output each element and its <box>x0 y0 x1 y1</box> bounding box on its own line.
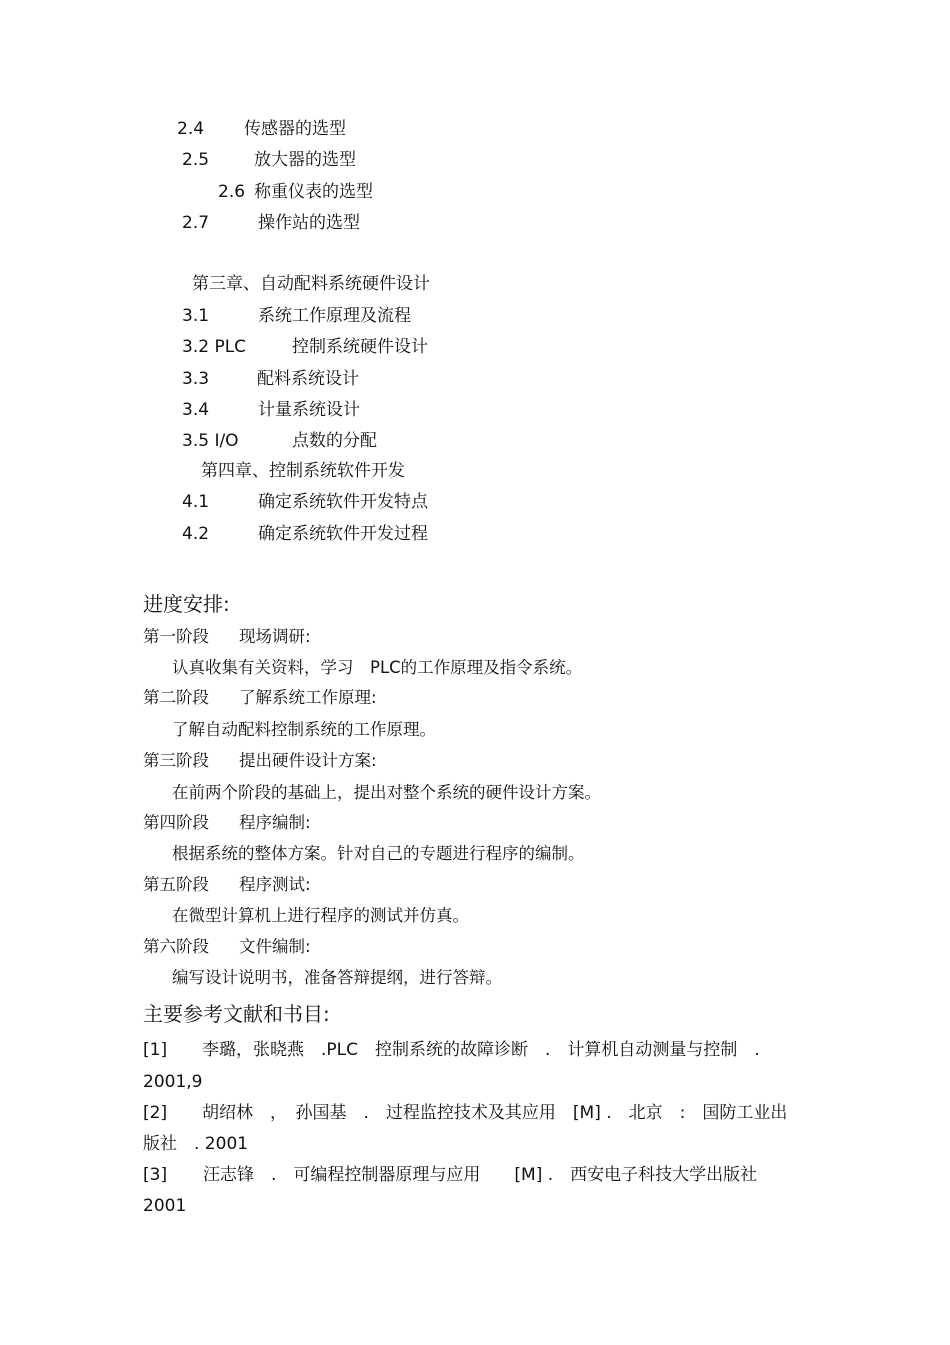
toc-chapter-heading: 第四章、控制系统软件开发 <box>201 461 405 481</box>
toc-item-title: 确定系统软件开发过程 <box>258 524 428 544</box>
stage-name: 提出硬件设计方案: <box>239 751 377 770</box>
references-heading: 主要参考文献和书目: <box>143 1002 330 1026</box>
stage-label: 第二阶段 <box>143 688 209 707</box>
reference-text-continued: 版社 . 2001 <box>143 1134 249 1154</box>
toc-chapter-heading: 第三章、自动配料系统硬件设计 <box>192 274 430 294</box>
reference-text: 胡绍林 ， 孙国基 . 过程监控技术及其应用 [M] . 北京 : 国防工业出 <box>202 1103 788 1123</box>
toc-item-title: 控制系统硬件设计 <box>292 337 428 357</box>
stage-name: 程序测试: <box>239 875 311 894</box>
stage-detail: 根据系统的整体方案。针对自己的专题进行程序的编制。 <box>172 844 585 863</box>
toc-item-number: 3.3 <box>182 369 210 389</box>
stage-detail: 在微型计算机上进行程序的测试并仿真。 <box>172 906 469 925</box>
reference-number: [1] <box>143 1040 168 1060</box>
schedule-heading: 进度安排: <box>143 592 230 616</box>
stage-name: 现场调研: <box>239 627 311 646</box>
stage-name: 了解系统工作原理: <box>239 688 377 707</box>
toc-item-title: 计量系统设计 <box>258 400 360 420</box>
stage-label: 第三阶段 <box>143 751 209 770</box>
toc-item-number: 2.7 <box>182 213 210 233</box>
reference-text: 汪志锋 . 可编程控制器原理与应用 [M] . 西安电子科技大学出版社 <box>203 1165 758 1185</box>
toc-item-title: 称重仪表的选型 <box>254 182 373 202</box>
toc-item-number: 2.6 <box>218 182 246 202</box>
stage-name: 文件编制: <box>239 937 311 956</box>
toc-item-title: 系统工作原理及流程 <box>258 306 411 326</box>
reference-number: [2] <box>143 1103 168 1123</box>
toc-item-number: 3.5 I/O <box>182 431 239 451</box>
toc-item-title: 操作站的选型 <box>258 213 360 233</box>
stage-detail: 了解自动配料控制系统的工作原理。 <box>172 720 436 739</box>
toc-item-title: 点数的分配 <box>292 431 377 451</box>
stage-detail: 认真收集有关资料，学习 PLC的工作原理及指令系统。 <box>172 658 583 677</box>
toc-item-number: 2.5 <box>182 150 210 170</box>
toc-item-title: 配料系统设计 <box>257 369 359 389</box>
stage-detail: 在前两个阶段的基础上，提出对整个系统的硬件设计方案。 <box>172 783 601 802</box>
toc-item-number: 2.4 <box>177 119 205 139</box>
toc-item-number: 4.1 <box>182 492 210 512</box>
stage-detail: 编写设计说明书，准备答辩提纲，进行答辩。 <box>172 968 502 987</box>
toc-item-number: 3.1 <box>182 306 210 326</box>
stage-label: 第一阶段 <box>143 627 209 646</box>
reference-text: 李璐，张晓燕 .PLC 控制系统的故障诊断 . 计算机自动测量与控制 . <box>202 1040 760 1060</box>
toc-item-title: 传感器的选型 <box>244 119 346 139</box>
toc-item-number: 3.2 PLC <box>182 337 247 357</box>
toc-item-number: 3.4 <box>182 400 210 420</box>
reference-text-continued: 2001,9 <box>143 1072 203 1092</box>
reference-number: [3] <box>143 1165 168 1185</box>
toc-item-title: 确定系统软件开发特点 <box>258 492 428 512</box>
toc-item-title: 放大器的选型 <box>254 150 356 170</box>
stage-label: 第四阶段 <box>143 813 209 832</box>
stage-label: 第六阶段 <box>143 937 209 956</box>
stage-label: 第五阶段 <box>143 875 209 894</box>
toc-item-number: 4.2 <box>182 524 210 544</box>
stage-name: 程序编制: <box>239 813 311 832</box>
reference-text-continued: 2001 <box>143 1196 187 1216</box>
